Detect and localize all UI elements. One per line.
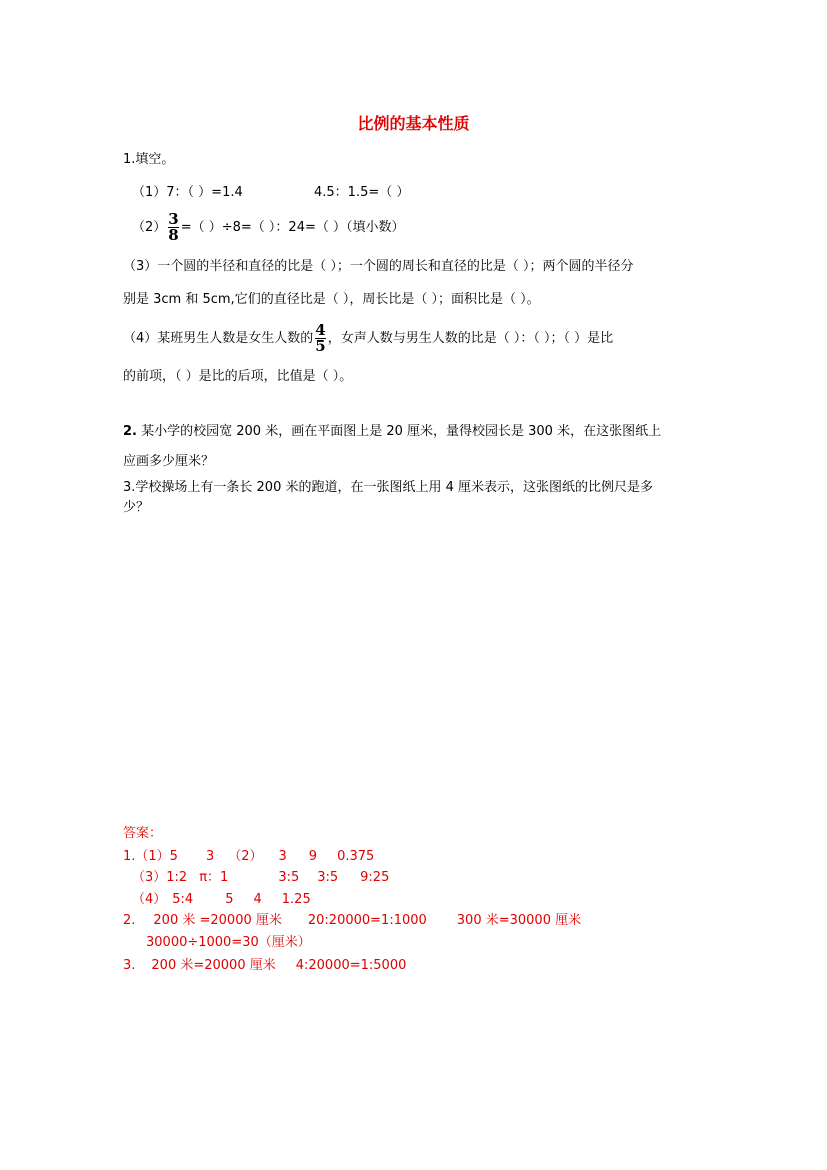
answer-text: （3）1:2 xyxy=(132,870,188,885)
answer-text: （2） xyxy=(228,849,263,864)
q1-part2-prefix: （2） xyxy=(132,220,167,235)
answer-text: π：1 xyxy=(199,870,229,885)
q1-part4-line1 xyxy=(123,321,613,357)
answer-text: 3 xyxy=(278,849,287,864)
fraction-denominator: 8 xyxy=(168,226,179,244)
answer-text: 5:4 xyxy=(172,892,194,907)
q1-part4-line2: 的前项，（ ）是比的后项，比值是（ ）。 xyxy=(123,369,353,384)
answer-2-b: 30000÷1000=30（厘米） xyxy=(146,935,311,950)
answer-text: 3 xyxy=(205,849,215,864)
q1-heading: 1.填空。 xyxy=(123,152,175,167)
answer-text: 4:20000=1:5000 xyxy=(295,958,407,973)
q2-line2: 应画多少厘米？ xyxy=(123,454,215,469)
answer-1-4 xyxy=(132,892,311,908)
answer-text: （4） xyxy=(132,892,167,907)
answer-text: 200 米=20000 厘米 xyxy=(151,958,276,973)
answer-text: 20:20000=1:1000 xyxy=(307,913,427,928)
answer-text: 300 米=30000 厘米 xyxy=(456,913,582,928)
answer-text: 9 xyxy=(308,849,318,864)
answer-text: 3:5 xyxy=(317,870,339,885)
q1-part3-line1: （3）一个圆的半径和直径的比是（ ）；一个圆的周长和直径的比是（ ）；两个圆的半径分 xyxy=(123,259,634,274)
q1-part2 xyxy=(132,211,405,245)
fraction-four-fifths xyxy=(315,323,325,354)
q1-part2-suffix: =（ ）÷8=（ ）：24=（ ）（填小数） xyxy=(180,220,405,235)
fraction-denominator: 5 xyxy=(315,337,326,355)
q1-part4-suffix: ，女声人数与男生人数的比是（ ）：（ ）；（ ）是比 xyxy=(327,331,614,346)
answer-text: 200 米 =20000 厘米 xyxy=(153,913,282,928)
answer-text: 1.25 xyxy=(281,892,311,907)
answers-heading: 答案： xyxy=(123,826,163,841)
answer-text: 3. xyxy=(123,958,136,973)
answer-text: 1.（1）5 xyxy=(123,849,178,864)
q2-text: 某小学的校园宽 200 米，画在平面图上是 20 厘米，量得校园长是 300 米，在这张图纸上 xyxy=(136,424,662,439)
fraction-numerator: 4 xyxy=(315,321,326,339)
answer-2 xyxy=(123,913,581,929)
q2-number: 2. xyxy=(123,424,137,439)
answer-text: 2. xyxy=(123,913,136,928)
document-title: 比例的基本性质 xyxy=(357,114,470,133)
fraction-numerator: 3 xyxy=(168,210,179,228)
answer-1-1 xyxy=(123,849,374,865)
fraction-three-eighths xyxy=(168,212,178,243)
q3-line2: 少？ xyxy=(123,500,150,515)
q2-line1 xyxy=(123,424,661,440)
q1-part4-prefix: （4）某班男生人数是女生人数的 xyxy=(123,331,314,346)
answer-text: 9:25 xyxy=(360,870,390,885)
answer-1-3 xyxy=(132,870,389,886)
q1-part3-line2: 别是 3cm 和 5cm,它们的直径比是（ ），周长比是（ ）；面积比是（ ）。 xyxy=(123,292,540,307)
q1-part1-a: （1）7：（ ）=1.4 xyxy=(132,185,243,200)
answer-text: 0.375 xyxy=(337,849,375,864)
q1-part1-b: 4.5：1.5=（ ） xyxy=(314,185,410,200)
answer-3 xyxy=(123,958,406,974)
answer-text: 5 xyxy=(225,892,234,907)
answer-text: 3:5 xyxy=(278,870,300,885)
answer-text: 4 xyxy=(253,892,262,907)
q3-line1: 3.学校操场上有一条长 200 米的跑道，在一张图纸上用 4 厘米表示，这张图纸的比例尺是多 xyxy=(123,480,654,495)
